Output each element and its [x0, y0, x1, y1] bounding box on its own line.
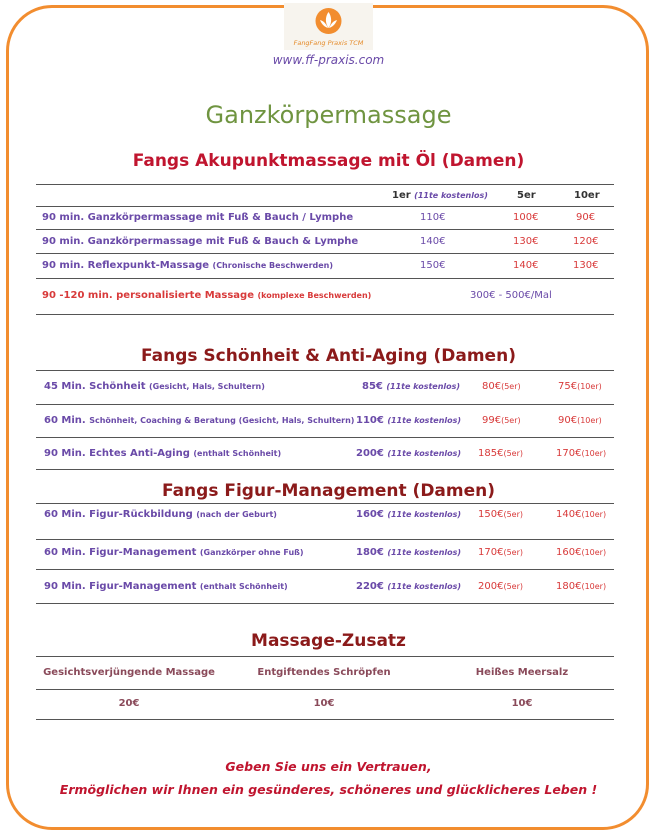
divider: [36, 404, 614, 405]
price-10er: 120€: [573, 236, 599, 247]
price-1er: 110€ (11te kostenlos): [356, 415, 462, 426]
table-row-name: 60 Min. Schönheit, Coaching & Beratung (Gesicht, Hals, Schultern): [44, 415, 355, 426]
price-5er: 170€(5er): [478, 547, 523, 558]
divider: [36, 719, 614, 720]
table-row-name: 60 Min. Figur-Rückbildung (nach der Geburt): [44, 509, 277, 520]
price-1er: 85€ (11te kostenlos): [362, 381, 461, 392]
price-5er: 150€(5er): [478, 509, 523, 520]
divider: [36, 229, 614, 230]
col-header-10er: 10er: [574, 190, 600, 201]
section-title-zusatz: Massage-Zusatz: [251, 631, 406, 651]
section-title-schoenheit: Fangs Schönheit & Anti-Aging (Damen): [141, 346, 516, 366]
addon-price: 10€: [511, 698, 533, 709]
price-10er: 180€(10er): [556, 581, 607, 592]
divider: [36, 569, 614, 570]
price-5er: 100€: [513, 212, 539, 223]
divider: [36, 503, 614, 504]
col-header-1er: 1er (11te kostenlos): [392, 190, 488, 201]
logo: [284, 3, 373, 50]
divider: [36, 370, 614, 371]
lotus-icon: [314, 7, 343, 38]
footer-line-1: Geben Sie uns ein Vertrauen,: [225, 759, 432, 774]
price-1er: 140€: [420, 236, 446, 247]
price-1er: 180€ (11te kostenlos): [356, 547, 462, 558]
divider: [36, 469, 614, 470]
table-row-name: 90 min. Ganzkörpermassage mit Fuß & Bauch / Lymphe: [42, 212, 354, 223]
divider: [36, 206, 614, 207]
addon-price: 10€: [313, 698, 335, 709]
website-link[interactable]: www.ff-praxis.com: [272, 53, 385, 67]
table-row-name: 90 min. Reflexpunkt-Massage (Chronische Beschwerden): [42, 260, 334, 271]
price-5er: 140€: [513, 260, 539, 271]
price-range: 300€ - 500€/Mal: [470, 290, 552, 301]
addon-name: Gesichtsverjüngende Massage: [43, 667, 215, 678]
table-row-name: 90 min. Ganzkörpermassage mit Fuß & Bauch & Lymphe: [42, 236, 359, 247]
price-1er: 150€: [420, 260, 446, 271]
divider: [36, 437, 614, 438]
price-10er: 90€(10er): [558, 415, 602, 426]
addon-name: Heißes Meersalz: [475, 667, 569, 678]
divider: [36, 184, 614, 185]
logo-text: FangFang Praxis TCM: [293, 39, 364, 47]
price-10er: 160€(10er): [556, 547, 607, 558]
divider: [36, 689, 614, 690]
price-5er: 200€(5er): [478, 581, 523, 592]
divider: [36, 603, 614, 604]
footer-line-2: Ermöglichen wir Ihnen ein gesünderes, schöneres und glücklicheres Leben !: [59, 782, 598, 797]
price-5er: 130€: [513, 236, 539, 247]
price-10er: 140€(10er): [556, 509, 607, 520]
addon-price: 20€: [118, 698, 140, 709]
table-row-name: 90 Min. Figur-Management (enthalt Schönheit): [44, 581, 288, 592]
divider: [36, 656, 614, 657]
table-row-name: 60 Min. Figur-Management (Ganzkörper ohne Fuß): [44, 547, 304, 558]
section-title-akupunktmassage: Fangs Akupunktmassage mit Öl (Damen): [132, 151, 525, 171]
price-10er: 75€(10er): [558, 381, 602, 392]
section-title-figur: Fangs Figur-Management (Damen): [161, 481, 496, 501]
divider: [36, 253, 614, 254]
price-5er: 80€(5er): [482, 381, 521, 392]
divider: [36, 278, 614, 279]
col-header-5er: 5er: [517, 190, 536, 201]
table-row-name: 45 Min. Schönheit (Gesicht, Hals, Schultern): [44, 381, 265, 392]
price-10er: 130€: [573, 260, 599, 271]
table-row-name: 90 Min. Echtes Anti-Aging (enthalt Schönheit): [44, 448, 282, 459]
price-1er: 110€: [420, 212, 446, 223]
price-1er: 200€ (11te kostenlos): [356, 448, 462, 459]
price-1er: 220€ (11te kostenlos): [356, 581, 462, 592]
divider: [36, 314, 614, 315]
divider: [36, 539, 614, 540]
price-5er: 185€(5er): [478, 448, 523, 459]
addon-name: Entgiftendes Schröpfen: [257, 667, 391, 678]
price-5er: 99€(5er): [482, 415, 521, 426]
price-1er: 160€ (11te kostenlos): [356, 509, 462, 520]
page-title: Ganzkörpermassage: [205, 101, 452, 129]
price-10er: 170€(10er): [556, 448, 607, 459]
table-row-name: 90 -120 min. personalisierte Massage (komplexe Beschwerden): [42, 290, 372, 301]
price-10er: 90€: [576, 212, 596, 223]
